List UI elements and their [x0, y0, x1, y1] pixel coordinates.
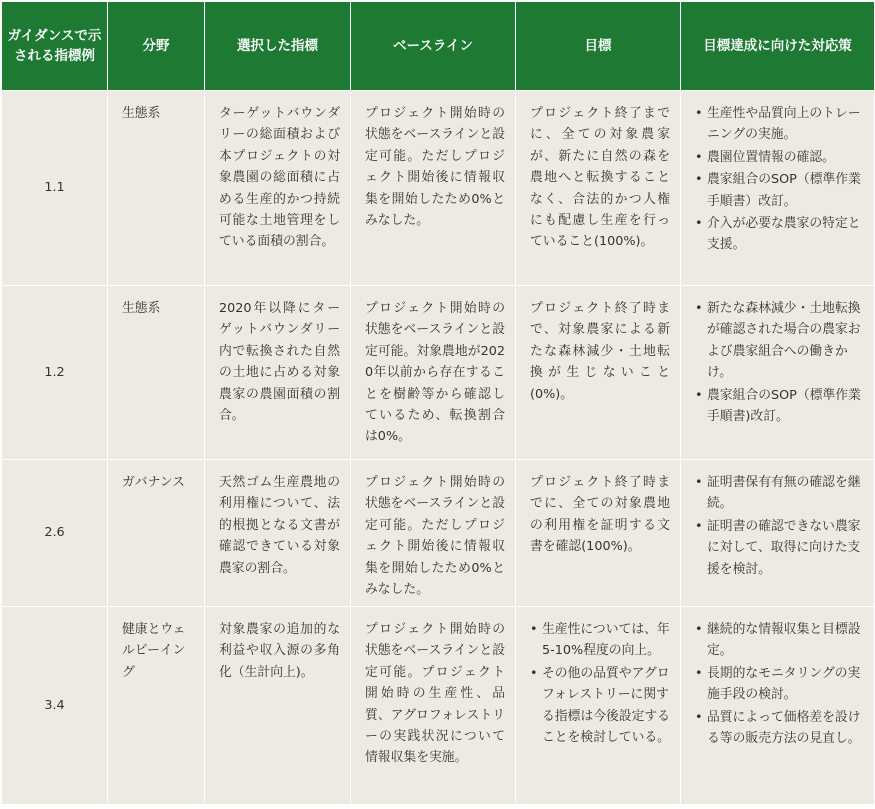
target-cell: プロジェクト終了までに、全ての対象農家が、新たに自然の森を農地へと転換することなく、合法的かつ人権にも配慮し生産を行っていること(100%)。 [516, 91, 681, 286]
baseline-cell: プロジェクト開始時の状態をベースラインと設定可能。ただしプロジェクト開始後に情報収集を開始したため0%とみなした。 [351, 91, 516, 286]
indicator-cell: 2020年以降にターゲットバウンダリー内で転換された自然の土地に占める対象農家の農園面積の割合。 [205, 286, 351, 460]
indicator-cell: ターゲットバウンダリーの総面積および本プロジェクトの対象農園の総面積に占める生産的かつ持続可能な土地管理をしている面積の割合。 [205, 91, 351, 286]
table-row [2, 286, 875, 460]
action-item: • 介入が必要な農家の特定と支援。 [695, 213, 864, 256]
actions-list [695, 298, 864, 427]
indicator-cell: 天然ゴム生産農地の利用権について、法的根拠となる文書が確認できている対象農家の割合。 [205, 460, 351, 607]
indicator-number: 1.2 [2, 286, 108, 460]
action-item: • 継続的な情報収集と目標設定。 [695, 619, 864, 662]
actions-cell [681, 286, 875, 460]
actions-cell [681, 460, 875, 607]
target-cell: プロジェクト終了時までに、全ての対象農地の利用権を証明する文書を確認(100%)。 [516, 460, 681, 607]
action-item: • 長期的なモニタリングの実施手段の検討。 [695, 663, 864, 706]
target-item: • 生産性については、年5-10%程度の向上。 [530, 619, 670, 662]
indicator-number: 3.4 [2, 607, 108, 805]
indicator-number: 2.6 [2, 460, 108, 607]
action-item: • 証明書の確認できない農家に対して、取得に向けた支援を検討。 [695, 516, 864, 580]
field-cell: 健康とウェルビーイング [108, 607, 205, 805]
baseline-cell: プロジェクト開始時の状態をベースラインと設定可能。プロジェクト開始時の生産性、品質、アグロフォレストリーの実践状況について情報収集を実施。 [351, 607, 516, 805]
field-cell: 生態系 [108, 286, 205, 460]
action-item: • 証明書保有有無の確認を継続。 [695, 472, 864, 515]
header-actions: 目標達成に向けた対応策 [681, 2, 875, 91]
field-cell: 生態系 [108, 91, 205, 286]
baseline-cell: プロジェクト開始時の状態をベースラインと設定可能。ただしプロジェクト開始後に情報収集を開始したため0%とみなした。 [351, 460, 516, 607]
header-field: 分野 [108, 2, 205, 91]
actions-list [695, 472, 864, 580]
action-item: • 新たな森林減少・土地転換が確認された場合の農家および農家組合への働きかけ。 [695, 298, 864, 384]
target-cell [516, 607, 681, 805]
action-item: • 生産性や品質向上のトレーニングの実施。 [695, 103, 864, 146]
target-cell: プロジェクト終了時まで、対象農家による新たな森林減少・土地転換が生じないこと(0%)。 [516, 286, 681, 460]
header-selected-indicator: 選択した指標 [205, 2, 351, 91]
field-cell: ガバナンス [108, 460, 205, 607]
baseline-cell: プロジェクト開始時の状態をベースラインと設定可能。対象農地が2020年以前から存在することを樹齢等から確認しているため、転換割合は0%。 [351, 286, 516, 460]
actions-cell [681, 91, 875, 286]
header-row [2, 2, 875, 91]
action-item: • 農家組合のSOP（標準作業手順書）改訂。 [695, 169, 864, 212]
target-list [530, 619, 670, 748]
actions-list [695, 619, 864, 749]
indicator-number: 1.1 [2, 91, 108, 286]
action-item: • 農園位置情報の確認。 [695, 147, 864, 168]
action-item: • 農家組合のSOP（標準作業手順書)改訂。 [695, 385, 864, 428]
actions-list [695, 103, 864, 256]
actions-cell [681, 607, 875, 805]
table-row [2, 607, 875, 805]
indicator-cell: 対象農家の追加的な利益や収入源の多角化（生計向上)。 [205, 607, 351, 805]
header-guidance-indicator: ガイダンスで示される指標例 [2, 2, 108, 91]
action-item: • 品質によって価格差を設ける等の販売方法の見直し。 [695, 707, 864, 750]
table-row [2, 460, 875, 607]
header-target: 目標 [516, 2, 681, 91]
target-item: • その他の品質やアグロフォレストリーに関する指標は今後設定することを検討している。 [530, 663, 670, 749]
header-baseline: ベースライン [351, 2, 516, 91]
table-row [2, 91, 875, 286]
indicator-table [1, 1, 875, 805]
